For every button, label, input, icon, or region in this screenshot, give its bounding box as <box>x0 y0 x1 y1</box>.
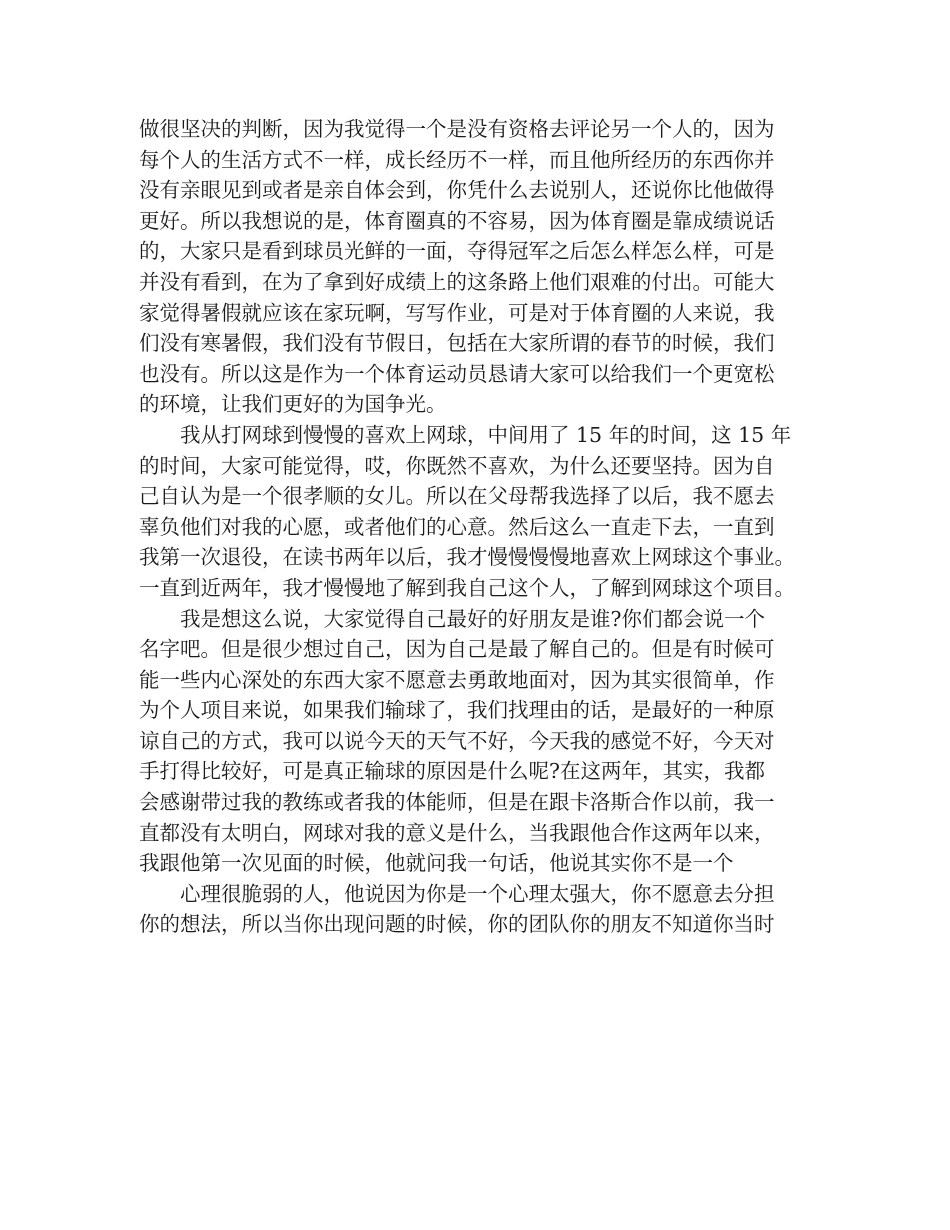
text-line: 己自认为是一个很孝顺的女儿。所以在父母帮我选择了以后，我不愿去 <box>139 484 775 509</box>
paragraph-4 <box>139 879 815 940</box>
text-line: 做很坚决的判断，因为我觉得一个是没有资格去评论另一个人的，因为 <box>139 117 775 141</box>
text-line: 家觉得暑假就应该在家玩啊，写写作业，可是对于体育圈的人来说，我 <box>139 300 775 325</box>
text-line: 我跟他第一次见面的时候，他就问我一句话，他说其实你不是一个 <box>139 851 734 876</box>
paragraph-1 <box>139 114 815 420</box>
text-line: 名字吧。但是很少想过自己，因为自己是最了解自己的。但是有时候可 <box>139 637 775 662</box>
text-line: 辜负他们对我的心愿，或者他们的心意。然后这么一直走下去，一直到 <box>139 514 775 539</box>
text-line: 们没有寒暑假，我们没有节假日，包括在大家所谓的春节的时候，我们 <box>139 331 775 356</box>
paragraph-3 <box>139 604 815 879</box>
text-line: 的环境，让我们更好的为国争光。 <box>139 392 447 417</box>
text-line: 我从打网球到慢慢的喜欢上网球，中间用了 15 年的时间，这 15 年 <box>139 422 792 447</box>
text-line: 的时间，大家可能觉得，哎，你既然不喜欢，为什么还要坚持。因为自 <box>139 453 775 478</box>
text-line: 心理很脆弱的人，他说因为你是一个心理太强大，你不愿意去分担 <box>139 881 775 906</box>
text-line: 我是想这么说，大家觉得自己最好的好朋友是谁?你们都会说一个 <box>139 606 765 631</box>
text-line: 手打得比较好，可是真正输球的原因是什么呢?在这两年，其实，我都 <box>139 759 765 784</box>
text-line: 会感谢带过我的教练或者我的体能师，但是在跟卡洛斯合作以前，我一 <box>139 790 775 815</box>
text-line: 也没有。所以这是作为一个体育运动员恳请大家可以给我们一个更宽松 <box>139 361 775 386</box>
text-line: 并没有看到，在为了拿到好成绩上的这条路上他们艰难的付出。可能大 <box>139 269 775 294</box>
text-line: 为个人项目来说，如果我们输球了，我们找理由的话，是最好的一种原 <box>139 698 775 723</box>
text-line: 没有亲眼见到或者是亲自体会到，你凭什么去说别人，还说你比他做得 <box>139 178 775 203</box>
text-line: 的，大家只是看到球员光鲜的一面，夺得冠军之后怎么样怎么样，可是 <box>139 239 775 264</box>
text-line: 一直到近两年，我才慢慢地了解到我自己这个人，了解到网球这个项目。 <box>139 575 795 600</box>
text-line: 每个人的生活方式不一样，成长经历不一样，而且他所经历的东西你并 <box>139 147 775 172</box>
text-line: 我第一次退役，在读书两年以后，我才慢慢慢慢地喜欢上网球这个事业。 <box>139 545 795 570</box>
document-body <box>139 114 815 940</box>
paragraph-2 <box>139 420 815 604</box>
text-line: 直都没有太明白，网球对我的意义是什么，当我跟他合作这两年以来， <box>139 820 775 845</box>
text-line: 能一些内心深处的东西大家不愿意去勇敢地面对，因为其实很简单，作 <box>139 667 775 692</box>
text-line: 更好。所以我想说的是，体育圈真的不容易，因为体育圈是靠成绩说话 <box>139 208 775 233</box>
text-line: 你的想法，所以当你出现问题的时候，你的团队你的朋友不知道你当时 <box>139 912 775 937</box>
text-line: 谅自己的方式，我可以说今天的天气不好，今天我的感觉不好，今天对 <box>139 728 775 753</box>
